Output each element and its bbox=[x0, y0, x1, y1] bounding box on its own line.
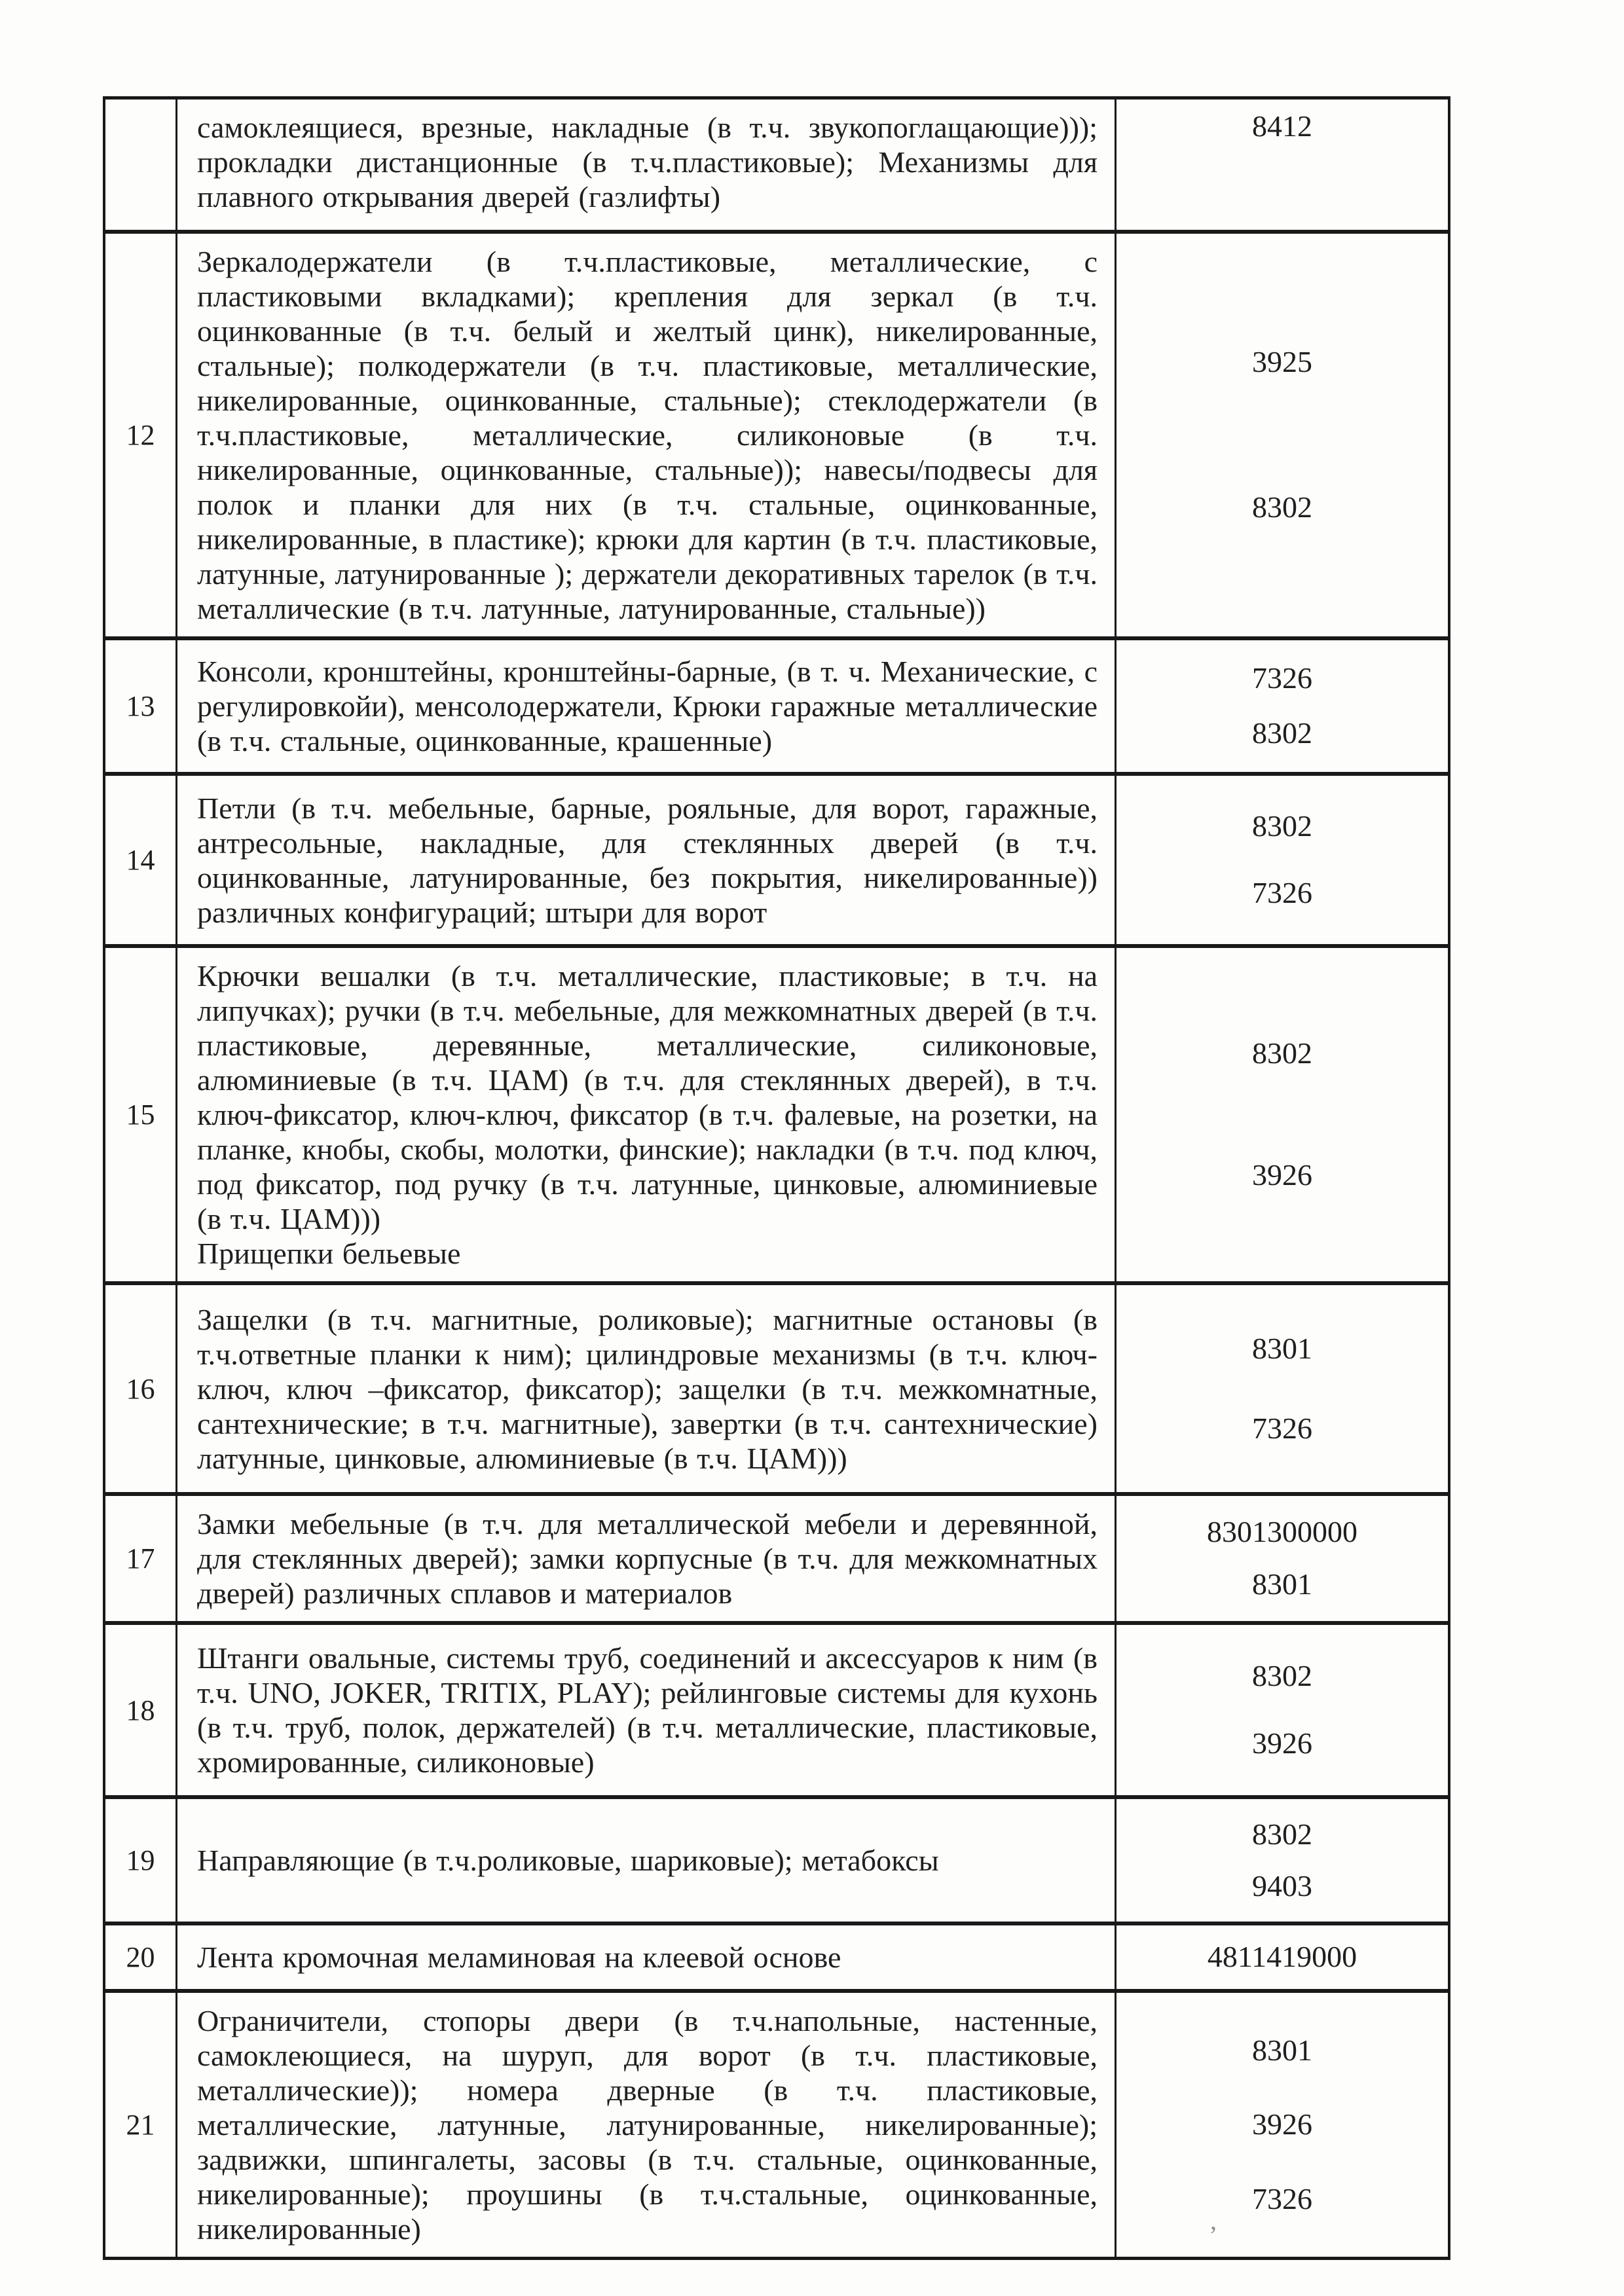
hs-code-cell bbox=[1116, 1625, 1448, 1795]
table-row bbox=[105, 100, 1448, 234]
description-text: Ограничители, стопоры двери (в т.ч.напольные, настенные, самоклеющиеся, на шуруп, для ворот (в т.ч. пластиковые, металлические)); номера дверные (в т.ч. пластиковые, металлические, латунные, латунированные, никелированные); задвижки, шпингалеты, засовы (в т.ч. стальные, оцинкованные, никелированные); проушины (в т.ч.стальные, оцинкованные, никелированные) bbox=[197, 2004, 1098, 2246]
row-number-cell bbox=[105, 1993, 177, 2257]
hs-code: 4811419000 bbox=[1207, 1940, 1357, 1974]
hs-code-cell bbox=[1116, 776, 1448, 944]
table-row bbox=[105, 948, 1448, 1285]
description-text: Крючки вешалки (в т.ч. металлические, пластиковые; в т.ч. на липучках); ручки (в т.ч. мебельные, для межкомнатных дверей (в т.ч. пластиковые, деревянные, металлические, силиконовые, алюминиевые (в т.ч. ЦАМ) (в т.ч. для стеклянных дверей), в т.ч. ключ-фиксатор, ключ-ключ, фиксатор (в т.ч. фалевые, на розетки, на планке, кнобы, скобы, молотки, финские); накладки (в т.ч. под ключ, под фиксатор, под ручку (в т.ч. латунные, цинковые, алюминиевые (в т.ч. ЦАМ))) bbox=[197, 959, 1098, 1235]
description-text: Штанги овальные, системы труб, соединений и аксессуаров к ним (в т.ч. UNO, JOKER, TRITIX, PLAY); рейлинговые системы для кухонь (в т.ч. труб, полок, держателей) (в т.ч. металлические, пластиковые, хромированные, силиконовые) bbox=[197, 1641, 1098, 1779]
hs-code-cell bbox=[1116, 1496, 1448, 1621]
table-row bbox=[105, 1925, 1448, 1993]
row-number-cell bbox=[105, 1285, 177, 1492]
hs-code: 8302 bbox=[1252, 1658, 1312, 1692]
row-number: 16 bbox=[126, 1372, 155, 1405]
row-number: 20 bbox=[126, 1941, 155, 1973]
table-row bbox=[105, 1496, 1448, 1625]
description-text: Прищепки бельевые bbox=[197, 1237, 461, 1270]
row-number: 17 bbox=[126, 1542, 155, 1575]
hs-code: 9403 bbox=[1252, 1868, 1312, 1903]
row-number-cell bbox=[105, 100, 177, 230]
description-text: Замки мебельные (в т.ч. для металлической мебели и деревянной, для стеклянных дверей); замки корпусные (в т.ч. для межкомнатных дверей) различных сплавов и материалов bbox=[197, 1507, 1098, 1610]
hs-code: 7326 bbox=[1252, 1411, 1312, 1445]
hs-code: 8302 bbox=[1252, 716, 1312, 750]
description-text: Консоли, кронштейны, кронштейны-барные, (в т. ч. Механические, с регулировкойи), менсолодержатели, Крюки гаражные металлические (в т.ч. стальные, оцинкованные, крашенные) bbox=[197, 655, 1098, 757]
hs-code: 8301300000 bbox=[1207, 1514, 1357, 1548]
description-cell bbox=[177, 776, 1116, 944]
hs-code: 8302 bbox=[1252, 1036, 1312, 1070]
row-number-cell bbox=[105, 640, 177, 772]
hs-code-cell bbox=[1116, 640, 1448, 772]
hs-code: 8301 bbox=[1252, 1331, 1312, 1365]
hs-code-cell bbox=[1116, 234, 1448, 636]
description-cell bbox=[177, 1993, 1116, 2257]
hs-code-cell bbox=[1116, 100, 1448, 230]
row-number-cell bbox=[105, 1496, 177, 1621]
table-row bbox=[105, 1625, 1448, 1799]
hs-code-cell bbox=[1116, 1285, 1448, 1492]
description-cell bbox=[177, 234, 1116, 636]
description-text: Лента кромочная меламиновая на клеевой основе bbox=[197, 1941, 841, 1974]
hs-code: 3926 bbox=[1252, 1158, 1312, 1192]
scan-artifact: , bbox=[1210, 2206, 1217, 2235]
hs-code-cell bbox=[1116, 1799, 1448, 1922]
row-number: 12 bbox=[126, 419, 155, 451]
description-cell bbox=[177, 1799, 1116, 1922]
hs-code-cell bbox=[1116, 1993, 1448, 2257]
hs-code: 8301 bbox=[1252, 2033, 1312, 2067]
row-number-cell bbox=[105, 1625, 177, 1795]
row-number-cell bbox=[105, 776, 177, 944]
row-number: 18 bbox=[126, 1694, 155, 1726]
hs-code: 8301 bbox=[1252, 1567, 1312, 1601]
row-number: 21 bbox=[126, 2109, 155, 2141]
table-row bbox=[105, 640, 1448, 776]
hs-code: 8412 bbox=[1252, 109, 1312, 143]
table-row bbox=[105, 1285, 1448, 1496]
description-cell bbox=[177, 948, 1116, 1281]
description-cell bbox=[177, 1285, 1116, 1492]
hs-code: 8302 bbox=[1252, 490, 1312, 524]
table-row bbox=[105, 776, 1448, 948]
description-cell bbox=[177, 100, 1116, 230]
description-text: Защелки (в т.ч. магнитные, роликовые); магнитные остановы (в т.ч.ответные планки к ним); цилиндровые механизмы (в т.ч. ключ-ключ, ключ –фиксатор, фиксатор); защелки (в т.ч. межкомнатные, сантехнические; в т.ч. магнитные), завертки (в т.ч. сантехнические) латунные, цинковые, алюминиевые (в т.ч. ЦАМ))) bbox=[197, 1302, 1098, 1475]
description-text: Зеркалодержатели (в т.ч.пластиковые, металлические, с пластиковыми вкладками); крепления для зеркал (в т.ч. оцинкованные (в т.ч. белый и желтый цинк), никелированные, стальные); полкодержатели (в т.ч. пластиковые, металлические, никелированные, оцинкованные, стальные); стеклодержатели (в т.ч.пластиковые, металлические, силиконовые (в т.ч. никелированные, оцинкованные, стальные)); навесы/подвесы для полок и планки для них (в т.ч. стальные, оцинкованные, никелированные, в пластике); крюки для картин (в т.ч. пластиковые, латунные, латунированные ); держатели декоративных тарелок (в т.ч. металлические (в т.ч. латунные, латунированные, стальные)) bbox=[197, 245, 1098, 625]
hs-code: 3926 bbox=[1252, 1726, 1312, 1760]
description-text: Направляющие (в т.ч.роликовые, шариковые); метабоксы bbox=[197, 1844, 939, 1877]
table-row bbox=[105, 1993, 1448, 2257]
table-row bbox=[105, 234, 1448, 640]
hs-code: 8302 bbox=[1252, 809, 1312, 843]
hs-code: 7326 bbox=[1252, 661, 1312, 695]
hs-code: 7326 bbox=[1252, 2181, 1312, 2215]
row-number-cell bbox=[105, 948, 177, 1281]
description-cell bbox=[177, 1625, 1116, 1795]
row-number-cell bbox=[105, 1925, 177, 1989]
row-number-cell bbox=[105, 1799, 177, 1922]
hs-code: 7326 bbox=[1252, 876, 1312, 910]
row-number-cell bbox=[105, 234, 177, 636]
table-row bbox=[105, 1799, 1448, 1925]
description-cell bbox=[177, 1925, 1116, 1989]
description-cell bbox=[177, 640, 1116, 772]
goods-codes-table bbox=[103, 96, 1450, 2260]
row-number: 19 bbox=[126, 1844, 155, 1876]
row-number: 14 bbox=[126, 844, 155, 876]
description-cell bbox=[177, 1496, 1116, 1621]
hs-code: 3926 bbox=[1252, 2107, 1312, 2141]
hs-code-cell bbox=[1116, 1925, 1448, 1989]
row-number: 13 bbox=[126, 690, 155, 722]
hs-code-cell bbox=[1116, 948, 1448, 1281]
hs-code: 8302 bbox=[1252, 1817, 1312, 1851]
description-text: самоклеящиеся, врезные, накладные (в т.ч. звукопоглащающие))); прокладки дистанционные (в т.ч.пластиковые); Механизмы для плавного открывания дверей (газлифты) bbox=[197, 111, 1098, 213]
description-text: Петли (в т.ч. мебельные, барные, рояльные, для ворот, гаражные, антресольные, накладные, для стеклянных дверей (в т.ч. оцинкованные, латунированные, без покрытия, никелированные)) различных конфигураций; штыри для ворот bbox=[197, 791, 1098, 929]
hs-code: 3925 bbox=[1252, 345, 1312, 379]
row-number: 15 bbox=[126, 1099, 155, 1131]
